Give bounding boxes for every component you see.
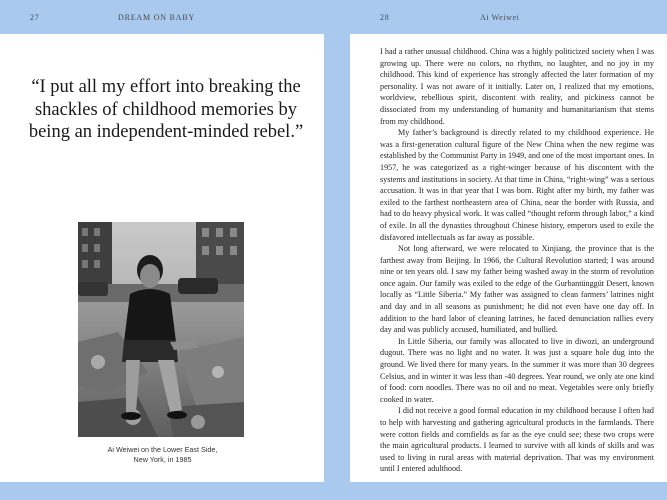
pull-quote: “I put all my effort into breaking the shackles of childhood memories by being an independent-minded rebel.” <box>28 77 304 142</box>
right-page-header <box>350 0 667 34</box>
photo-caption <box>60 445 265 465</box>
paragraph-4: In Little Siberia, our family was allocated to live in diwozi, an underground dugout. There was no light and no water. It was just a square hole dug into the ground. We lived there for many years. In the summer it was more than 30 degrees Celsius, and in winter it was less than -40 degrees. Year round, we only ate one kind of food: corn noodles. There was no oil and no meat. Vegetables were only briefly cooked in water. <box>380 336 654 404</box>
caption-line-2: New York, in 1985 <box>133 455 192 464</box>
left-page-header <box>0 0 324 34</box>
body-text <box>380 46 654 475</box>
left-page-number: 27 <box>30 13 40 22</box>
left-page <box>0 34 324 482</box>
right-page <box>350 34 667 482</box>
caption-line-1: Ai Weiwei on the Lower East Side, <box>107 445 218 454</box>
left-running-title: DREAM ON BABY <box>118 13 196 22</box>
paragraph-5: I did not receive a good formal education in my childhood because I often had to help with harvesting and gathering agricultural products in the farmlands. There were cotton fields and cornfields as far as the eye could see; these two crops were the main agricultural products. I learned to survive with all kinds of skills and was used to living in rural areas with material deprivation. That was my environment until I entered adulthood. <box>380 406 654 474</box>
paragraph-3: Not long afterward, we were relocated to Xinjiang, the province that is the farthest away from Beijing. In 1966, the Cultural Revolution started; I was around nine or ten years old. I saw my father being washed away in the storm of revolution once again. Our family was exiled to the edge of the Gurbantünggüt Desert, known locally as “Little Siberia.” My father was assigned to clean farmers’ latrines night and day and in all seasons as punishment; he did not even have one day off. In addition to the hard labor of cleaning latrines, he faced denunciation rallies every day and was publicly accused, humiliated, and bullied. <box>380 244 654 335</box>
paragraph-2: My father’s background is directly related to my childhood experience. He was a first-generation cultural figure of the New China when the new regime was established by the Communist Party in 1949, and one of the most important ones. In 1957, he was categorized as a right-winger because of his discontent with the systems and institutions in society. At that time in China, “right-wing” was a serious accusation. It was in that year that I was born. Right after my birth, my father was exiled to the farthest northeastern area of China, near the border with Russia, and had to do heavy physical work. It was called “thought reform through labor,” a kind of exile. In all the dynasties throughout Chinese history, emperors used to exile the disfavored intellectuals as far away as possible. <box>380 128 654 242</box>
right-running-title: Ai Weiwei <box>480 13 520 22</box>
portrait-photo <box>78 222 244 437</box>
right-page-number: 28 <box>380 13 390 22</box>
paragraph-1: I had a rather unusual childhood. China was a highly politicized society when I was growing up. There were no colors, no rhythm, no laughter, and no joy in my childhood. This kind of experience has strongly affected the later formation of my personality. I was not aware of it initially. Later on, I realized that my emotions, worldview, rebellious spirit, discontent with reality, and pickiness cannot be dissociated from my understanding of humanity and humanitarianism that stems from my childhood. <box>380 47 654 126</box>
